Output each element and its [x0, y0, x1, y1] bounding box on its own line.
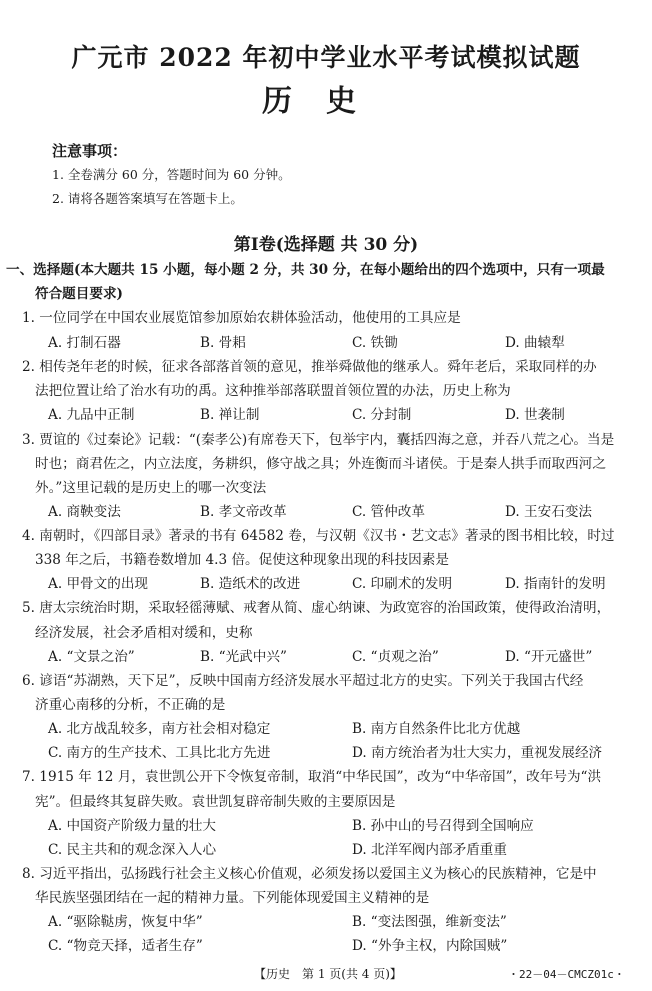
notice-title: 注意事项： — [52, 142, 128, 160]
question-stem: 2. 相传尧年老的时候，征求各部落首领的意见，推举舜做他的继承人。舜年老后，采取同样的办 — [22, 359, 597, 375]
question-stem: 3. 贾谊的《过秦论》记载：“(秦孝公)有席卷天下，包举宇内，囊括四海之意，并吞八荒之心。当是 — [22, 432, 615, 448]
question-stem-cont: 济重心南移的分析，不正确的是 — [35, 697, 226, 713]
option-b: B. 禅让制 — [200, 407, 260, 423]
notice-item: 2. 请将各题答案填写在答题卡上。 — [52, 191, 243, 206]
option-c: C. 南方的生产技术、工具比北方先进 — [48, 745, 271, 761]
option-d: D. 指南针的发明 — [505, 576, 606, 592]
question-stem: 1. 一位同学在中国农业展览馆参加原始农耕体验活动，他使用的工具应是 — [22, 310, 461, 326]
option-a: A. 九品中正制 — [48, 407, 135, 423]
option-b: B. 南方自然条件比北方优越 — [352, 721, 521, 737]
question-stem-cont: 时也；商君佐之，内立法度，务耕织，修守战之具；外连衡而斗诸侯。于是秦人拱手而取西河之 — [35, 456, 606, 472]
option-c: C. 印刷术的发明 — [352, 576, 453, 592]
question-stem-cont: 338 年之后，书籍卷数增加 4.3 倍。促使这种现象出现的科技因素是 — [35, 552, 449, 568]
question-stem-cont: 华民族坚强团结在一起的精神力量。下列能体现爱国主义精神的是 — [35, 890, 430, 906]
question-stem: 6. 谚语“苏湖熟，天下足”，反映中国南方经济发展水平超过北方的史实。下列关于我国古代经 — [22, 673, 584, 689]
page-number: 【历史 第 1 页(共 4 页)】 — [254, 967, 402, 981]
option-d: D. 王安石变法 — [505, 504, 593, 520]
subject-title: 历史 — [262, 84, 390, 119]
paper-code: ・22－04－CMCZ01c・ — [508, 968, 625, 981]
option-d: D. 北洋军阀内部矛盾重重 — [352, 842, 507, 858]
option-d: D. 世袭制 — [505, 407, 565, 423]
exam-title: 广元市 2022 年初中学业水平考试模拟试题 — [71, 43, 581, 72]
notice-item: 1. 全卷满分 60 分，答题时间为 60 分钟。 — [52, 167, 291, 182]
option-c: C. 铁锄 — [352, 335, 398, 351]
option-d: D. 曲辕犁 — [505, 335, 565, 351]
option-b: B. “变法图强，维新变法” — [352, 914, 507, 930]
question-stem: 5. 唐太宗统治时期，采取轻徭薄赋、戒奢从简、虚心纳谏、为政宽容的治国政策，使得政治清明， — [22, 600, 611, 616]
option-a: A. 北方战乱较多，南方社会相对稳定 — [48, 721, 271, 737]
option-c: C. 分封制 — [352, 407, 412, 423]
option-b: B. 造纸术的改进 — [200, 576, 301, 592]
option-c: C. “物竞天择，适者生存” — [48, 938, 203, 954]
option-a: A. 甲骨文的出现 — [48, 576, 149, 592]
option-c: C. 民主共和的观念深入人心 — [48, 842, 217, 858]
question-stem-cont: 法把位置让给了治水有功的禹。这种推举部落联盟首领位置的办法，历史上称为 — [35, 383, 511, 399]
option-d: D. “开元盛世” — [505, 649, 593, 665]
question-stem-cont: 外。”这里记载的是历史上的哪一次变法 — [35, 480, 267, 496]
option-a: A. 打制石器 — [48, 335, 121, 351]
option-c: C. 管仲改革 — [352, 504, 425, 520]
question-stem: 4. 南朝时，《四部目录》著录的书有 64582 卷，与汉朝《汉书・艺文志》著录的图书相比较，时过 — [22, 528, 615, 544]
section-instructions-cont: 符合题目要求) — [35, 286, 123, 302]
question-stem-cont: 宪”。但最终其复辟失败。袁世凯复辟帝制失败的主要原因是 — [35, 794, 396, 810]
part-title: 第Ⅰ卷(选择题 共 30 分) — [233, 235, 419, 255]
option-a: A. “文景之治” — [48, 649, 135, 665]
option-a: A. “驱除鞑虏，恢复中华” — [48, 914, 203, 930]
question-stem: 7. 1915 年 12 月，袁世凯公开下令恢复帝制，取消“中华民国”，改为“中华帝国”，改年号为“洪 — [22, 769, 602, 785]
section-instructions: 一、选择题(本大题共 15 小题，每小题 2 分，共 30 分，在每小题给出的四个选项中，只有一项最 — [6, 262, 605, 278]
option-b: B. “光武中兴” — [200, 649, 287, 665]
option-d: D. 南方统治者为壮大实力，重视发展经济 — [352, 745, 603, 761]
option-b: B. 孝文帝改革 — [200, 504, 287, 520]
question-stem: 8. 习近平指出，弘扬践行社会主义核心价值观，必须发扬以爱国主义为核心的民族精神，它是中 — [22, 866, 597, 882]
question-stem-cont: 经济发展，社会矛盾相对缓和，史称 — [35, 625, 253, 641]
option-c: C. “贞观之治” — [352, 649, 439, 665]
option-d: D. “外争主权，内除国贼” — [352, 938, 508, 954]
option-b: B. 骨耜 — [200, 335, 246, 351]
option-a: A. 中国资产阶级力量的壮大 — [48, 818, 216, 834]
option-a: A. 商鞅变法 — [48, 504, 121, 520]
option-b: B. 孙中山的号召得到全国响应 — [352, 818, 534, 834]
